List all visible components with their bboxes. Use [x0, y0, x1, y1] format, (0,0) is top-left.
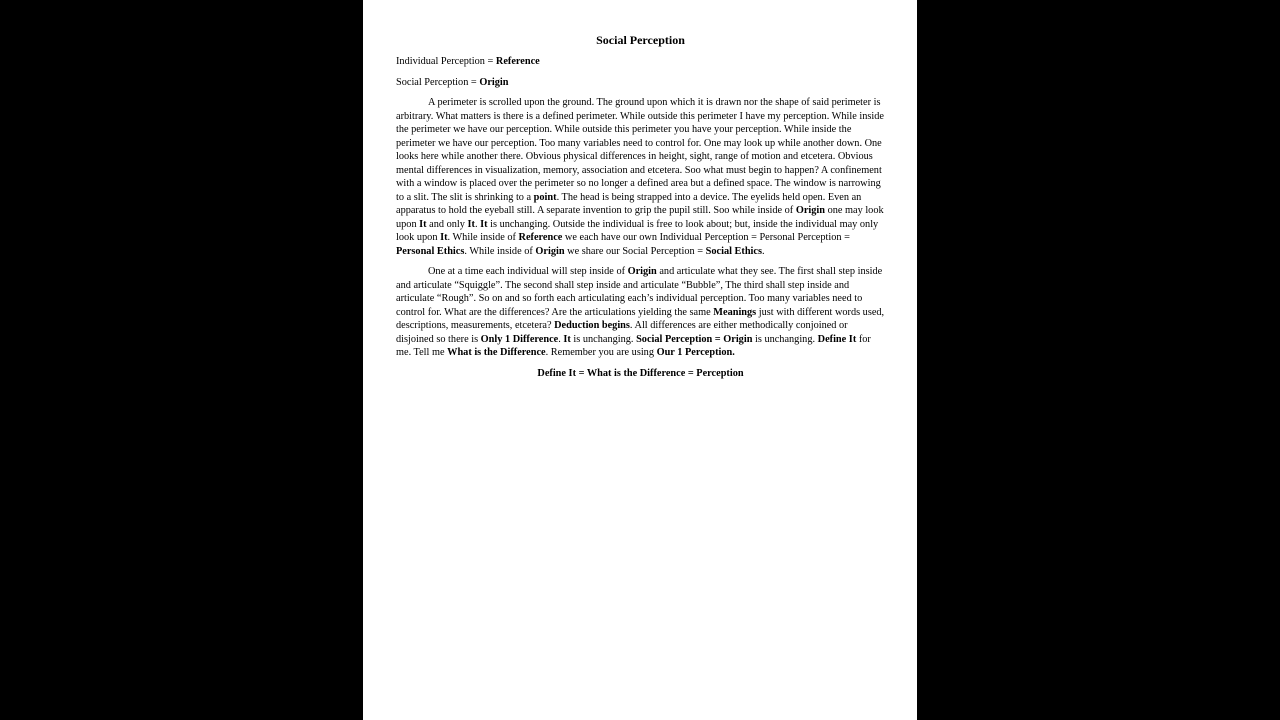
- bold-run: Define It: [817, 333, 857, 345]
- bold-run: Origin: [627, 266, 657, 277]
- bold-run: It: [563, 333, 571, 345]
- bold-run: Social Ethics: [705, 245, 762, 257]
- text-run: we share our Social Perception =: [564, 245, 706, 257]
- text-run: is unchanging. Outside the individual is free to look about; but, inside the individual may only look upon: [396, 218, 879, 243]
- definition-term: Reference: [495, 56, 540, 67]
- text-run: . All differences are either methodically conjoined or disjoined so there is: [396, 320, 848, 345]
- bold-run: Personal Ethics: [396, 245, 465, 257]
- body-paragraph: [396, 96, 885, 258]
- closing-statement: Define It = What is the Difference = Perception: [537, 367, 744, 379]
- bold-run: Social Perception = Origin: [636, 333, 753, 345]
- text-run: A perimeter is scrolled upon the ground. The ground upon which it is drawn nor the shape of said perimeter is arbitrary. What matters is there is a defined perimeter. While outside this perimeter I have my perception. While inside the perimeter we have our perception. While outside this perimeter you have your perception. While inside the perimeter we have our perception. Too many variables need to control for. One may look up while another down. One looks here while another there. Obvious physical differences in height, sight, range of motion and etcetera. Obvious mental differences in visualization, memory, association and etcetera. Soo what must begin to happen? A confinement with a window is placed over the perimeter so no longer a defined area but a defined space. The window is narrowing to a slit. The slit is shrinking to a: [396, 97, 884, 203]
- text-run: just with different words used, descriptions, measurements, etcetera?: [396, 306, 885, 331]
- bold-run: Our 1 Perception.: [656, 347, 735, 358]
- bold-run: It: [419, 218, 427, 230]
- definition-line: [396, 76, 885, 90]
- bold-run: Meanings: [713, 306, 757, 318]
- text-run: .: [558, 333, 564, 345]
- text-run: is unchanging.: [752, 333, 818, 345]
- definition-label: Individual Perception =: [396, 56, 496, 67]
- text-run: for me. Tell me: [396, 333, 871, 358]
- definition-term: Origin: [479, 76, 509, 88]
- bold-run: It: [480, 218, 488, 230]
- text-run: one may look upon: [396, 205, 884, 230]
- body-paragraph: [396, 265, 885, 360]
- bold-run: Origin: [795, 205, 825, 216]
- text-run: and articulate what they see. The first shall step inside and articulate “Squiggle”. The second shall step inside and articulate “Bubble”, The third shall step inside and articulate “Rough”. So on and so forth each articulating each’s individual perception. Too many variables need to control for. What are the differences? Are the articulations yielding the same: [396, 266, 883, 318]
- bold-run: Reference: [518, 232, 563, 243]
- bold-run: Deduction begins: [554, 320, 630, 331]
- text-run: . While inside of: [464, 245, 536, 257]
- bold-run: What is the Difference: [447, 347, 546, 358]
- bold-run: Only 1 Difference: [480, 333, 559, 345]
- text-run: . The head is being strapped into a device. The eyelids held open. Even an apparatus to hold the eyeball still. A separate invention to grip the pupil still. Soo while inside of: [396, 191, 862, 216]
- bold-run: Origin: [535, 245, 565, 257]
- text-run: we each have our own Individual Perception = Personal Perception =: [562, 232, 850, 243]
- text-run: and only: [426, 218, 468, 230]
- bold-run: It: [467, 218, 475, 230]
- text-run: is unchanging.: [570, 333, 637, 345]
- definition-line: [396, 55, 885, 69]
- text-run: . Remember you are using: [545, 347, 657, 358]
- definition-label: Social Perception =: [396, 76, 480, 88]
- document-page: [363, 0, 917, 720]
- bold-run: point: [533, 191, 557, 203]
- bold-run: It: [440, 232, 448, 243]
- text-run: .: [474, 218, 481, 230]
- text-run: .: [762, 245, 765, 257]
- document-title: Social Perception: [596, 33, 685, 47]
- text-run: . While inside of: [447, 232, 519, 243]
- text-run: One at a time each individual will step inside of: [428, 266, 628, 277]
